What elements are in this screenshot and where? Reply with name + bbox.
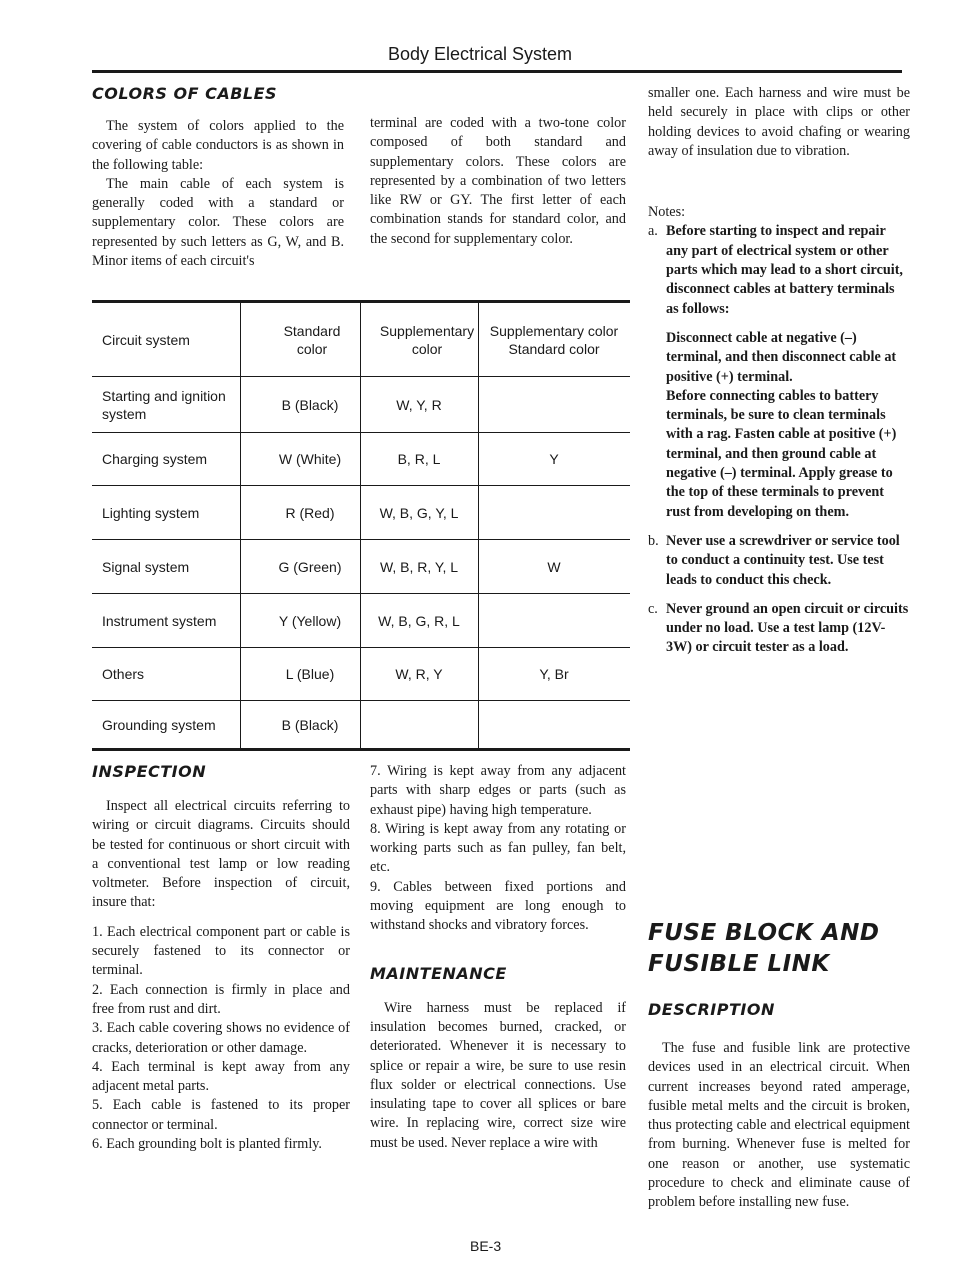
note-a-paragraph: Before connecting cables to battery terminals, be sure to clean terminals with a rag. Fasten cable at positive (+) terminal, and then ground cable at negative (–) terminal. Apply grease to the top of these terminals to prevent rust from developing on them. <box>666 387 897 520</box>
table-cell-supplementary <box>360 701 478 748</box>
table-cell-supp-standard: Y <box>549 451 559 467</box>
table-cell-standard: Y (Yellow) <box>278 612 342 629</box>
table-cell-standard: L (Blue) <box>285 666 335 682</box>
table-cell-system: Signal system <box>102 558 190 575</box>
table-header-supplementary: Supplementary color <box>379 322 475 357</box>
maintenance-text: Wire harness must be replaced if insulation becomes burned, cracked, or deteriorated. Whenever it is necessary to splice or repair a wire, be sure to use resin flux solder or electrical connections. Use insulating tape to cover all splices or bare wire. In replacing wire, correct size wire must be used. Never replace a wire with <box>370 999 626 1151</box>
page-number: BE-3 <box>470 1238 502 1254</box>
inspection-item: 3. Each cable covering shows no evidence of cracks, deterioration or other damage. <box>92 1020 350 1056</box>
note-a-paragraph: Before starting to inspect and repair any part of electrical system or other parts which may lead to a short circuit, disconnect cables at battery terminals as follows: <box>666 223 903 317</box>
note-c <box>648 600 910 658</box>
fuse-section <box>648 918 910 1213</box>
table-rule-bottom <box>92 748 630 751</box>
colors-heading: COLORS OF CABLES <box>92 84 278 103</box>
table-cell-system: Charging system <box>102 451 208 467</box>
wire-harness-continuation <box>648 84 910 658</box>
colors-continuation <box>370 114 626 249</box>
header-rule <box>92 70 902 73</box>
note-c-label: c. <box>648 600 658 617</box>
page-header-title: Body Electrical System <box>387 44 573 64</box>
inspection-item: 4. Each terminal is kept away from any adjacent metal parts. <box>92 1058 350 1095</box>
note-c-paragraph: Never ground an open circuit or circuits under no load. Use a test lamp (12V-3W) or circuit tester as a load. <box>666 600 909 656</box>
note-a <box>648 222 910 521</box>
table-cell-supp-standard <box>478 701 630 748</box>
colors-section <box>92 84 344 271</box>
maintenance-heading: MAINTENANCE <box>370 963 507 983</box>
table-cell-system: Instrument system <box>102 612 217 629</box>
table-cell-supp-standard <box>478 377 630 432</box>
colors-paragraph-2: The main cable of each system is generally coded with a standard or supplementary color. These colors are represented by such letters as G, W, and B. Minor items of each circuit's <box>92 175 344 270</box>
note-a-label: a. <box>648 223 658 240</box>
inspection-item: 6. Each grounding bolt is planted firmly. <box>92 1136 322 1153</box>
inspection-item: 8. Wiring is kept away from any rotating or working parts such as fan pulley, fan belt, etc. <box>370 820 626 876</box>
table-cell-supplementary: B, R, L <box>397 451 441 467</box>
table-cell-supplementary: W, B, R, Y, L <box>379 558 459 575</box>
table-cell-supplementary: W, B, G, R, L <box>378 612 460 629</box>
table-cell-standard: W (White) <box>278 451 342 467</box>
table-cell-supp-standard: Y, Br <box>539 666 569 682</box>
note-b <box>648 532 910 590</box>
inspection-item: 5. Each cable is fastened to its proper connector or terminal. <box>92 1097 350 1133</box>
inspection-intro: Inspect all electrical circuits referring to wiring or circuit diagrams. Circuits should be tested for continuous or short circuit with a conventional test lamp or low reading voltmeter. Before inspection of circuit, insure that: <box>92 798 350 911</box>
inspection-item: 1. Each electrical component part or cable is securely fastened to its connector or terminal. <box>92 923 350 979</box>
inspection-item: 9. Cables between fixed portions and moving equipment are long enough to withstand shocks and vibratory forces. <box>370 878 626 934</box>
table-header-standard: Standard color <box>283 322 341 357</box>
table-cell-standard: G (Green) <box>278 558 342 575</box>
inspection-continuation <box>370 762 626 1153</box>
table-cell-standard: B (Black) <box>281 396 339 413</box>
table-header-circuit: Circuit system <box>102 331 190 348</box>
table-cell-standard: B (Black) <box>281 716 339 733</box>
table-cell-standard: R (Red) <box>285 504 335 521</box>
harness-continuation-text: smaller one. Each harness and wire must be held securely in place with clips or other holding devices to avoid chafing or wearing away of insulation due to vibration. <box>648 85 910 159</box>
colors-continuation-text: terminal are coded with a two-tone color composed of both standard and supplementary colors. These colors are represented by a combination of two letters like RW or GY. The first letter of each combination stands for standard color, and the second for supplementary color. <box>370 115 626 247</box>
table-cell-supplementary: W, R, Y <box>395 666 443 682</box>
table-col-rule <box>240 300 241 751</box>
fuse-description-text: The fuse and fusible link are protective devices used in an electrical circuit. When current increases beyond rated amperage, fusible metal melts and the circuit is broken, thus protecting cable and electrical equipment from burning. Whenever fuse is melted for one reason or another, use systematic procedure to check and eliminate cause of problem before installing new fuse. <box>648 1040 910 1211</box>
table-cell-supp-standard <box>478 594 630 647</box>
table-cell-supplementary: W, B, G, Y, L <box>379 504 459 521</box>
table-cell-system: Grounding system <box>102 716 216 733</box>
table-header-supp-standard: Supplementary color Standard color <box>489 322 619 357</box>
inspection-heading: INSPECTION <box>92 762 207 781</box>
table-cell-system: Others <box>102 666 145 682</box>
note-b-label: b. <box>648 532 659 549</box>
notes-label: Notes: <box>648 204 686 221</box>
inspection-item: 2. Each connection is firmly in place and free from rust and dirt. <box>92 981 350 1017</box>
table-cell-supp-standard: W <box>547 558 561 575</box>
cable-color-table <box>92 300 630 733</box>
description-heading: DESCRIPTION <box>648 1000 775 1019</box>
inspection-section <box>92 762 350 1154</box>
inspection-item: 7. Wiring is kept away from any adjacent parts with sharp edges or parts (such as exhaust pipe) having high temperature. <box>370 763 626 818</box>
table-cell-supp-standard <box>478 486 630 539</box>
note-a-paragraph: Disconnect cable at negative (–) terminal, and then disconnect cable at positive (+) terminal. <box>666 329 897 385</box>
table-cell-supplementary: W, Y, R <box>396 396 442 413</box>
table-cell-system: Starting and ignition system <box>102 387 226 422</box>
note-b-paragraph: Never use a screwdriver or service tool to conduct a continuity test. Use test leads to conduct this check. <box>666 532 900 588</box>
table-cell-system: Lighting system <box>102 504 200 521</box>
colors-paragraph-1: The system of colors applied to the covering of cable conductors is as shown in the following table: <box>92 118 344 173</box>
fuse-heading: FUSE BLOCK AND FUSIBLE LINK <box>648 920 880 977</box>
